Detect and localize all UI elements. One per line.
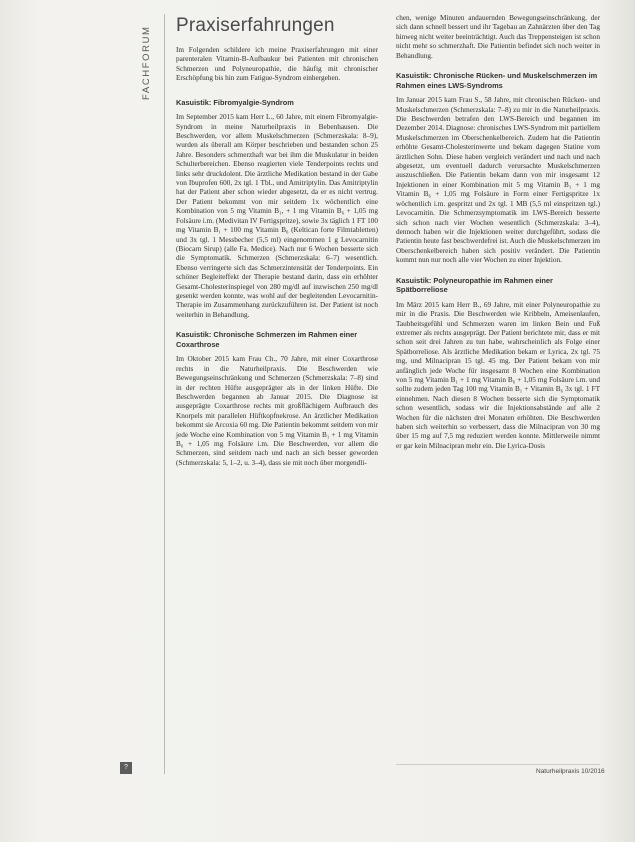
footer-divider xyxy=(396,764,600,765)
left-column-content xyxy=(176,46,378,468)
right-column-content xyxy=(396,14,600,451)
paragraph: chen, wenige Minuten andauernden Bewegungseinschränkung, der sich dann schnell bessert und ihr Tagebau an Zahnärzten über den Tag hinweg nicht weiter beeinträchtigt. Auch das Treppensteigen ist schon nicht mehr so schmerzhaft. Die Patientin befindet sich noch weiter in Behandlung. xyxy=(396,14,600,60)
right-column xyxy=(396,14,600,457)
page-title: Praxiserfahrungen xyxy=(176,15,335,36)
case-heading: Kasuistik: Polyneuropathie im Rahmen einer Spätborreliose xyxy=(396,275,553,295)
paragraph: Im Folgenden schildere ich meine Praxiserfahrungen mit einer parenteralen Vitamin-B-Aufbaukur bei Patienten mit chronischen Schmerzen und Polyneuropathie, die häufig mit chronischer Erschöpfung bis hin zum Fatigue-Syndrom einhergehen. xyxy=(176,46,378,83)
paragraph: Im September 2015 kam Herr L., 60 Jahre, mit einem Fibromyalgie-Syndrom in meine Naturheilpraxis in Bebenhausen. Die Beschwerden, vor allem Muskelschmerzen (Schmerzskala: 8–9), wurden als überall am Körper beschrieben und bestanden schon 25 Jahre. Besonders schmerzhaft war bei ihm die Muskulatur in beiden Schulterbereichen. Ebenso reagierten viele Tenderpoints rechts und links sehr druckdolent. Die ärztliche Medikation bestand in der Gabe von Ibuprofen 600, 2x tgl. 1 Tbl., und Amitriptylin. Das Amitriptylin hat der Patient aber schon wieder abgesetzt, da er es nicht vertrug. Der Patient bekommt von mir seitdem 1x wöchentlich eine Kombination von 5 mg Vitamin B₁, + 1 mg Vitamin B₆ + 1,05 mg Folsäure i.m. (Medivitan IV Fertigspritze), sowie 3x täglich 1 FT 100 mg Vitamin B₁ + 100 mg Vitamin B₆ (Keltican forte Filmtabletten) und 3x tgl. 1 Messbecher (5,5 ml) eingenommen 1 g Levocarnitin (Biocarn Sirup) (alle Fa. Medice). Nach nur 6 Wochen besserte sich die Symptomatik. Schmerzen (Schmerzskala: 6–7) wesentlich. Ebenso verringerte sich das Schmerzintensität der Tenderpoints. Ein schöner Begleiteffekt der Therapie bestand darin, dass ein erhöhter Gesamt-Cholesterinspiegel von 280 mg/dl auf inzwischen 250 mg/dl gesenkt werden konnte, was wohl auf der begleitenden Levocarnitin-Therapie im Zusammenhang zurückzuführen ist. Der Patient ist noch weiterhin in Behandlung. xyxy=(176,113,378,319)
journal-footer: Naturheilpraxis 10/2016 xyxy=(536,768,605,775)
case-heading: Kasuistik: Fibromyalgie-Syndrom xyxy=(176,97,294,107)
case-heading: Kasuistik: Chronische Rücken- und Muskelschmerzen im Rahmen eines LWS-Syndroms xyxy=(396,71,598,90)
paragraph: Im März 2015 kam Herr B., 69 Jahre, mit einer Polyneuropathie zu mir in die Praxis. Die Beschwerden wie Kribbeln, Ameisenlaufen, Taubheitsgefühl und Schmerzen waren im linken Bein und Fuß extremer als rechts ausgeprägt. Der Patient berichtete mir, dass er mit schon seit drei Jahren zu tun habe, wahrscheinlich als Folge einer Spätborreliose. Als ärztliche Medikation bekam er Lyrica, 2x tgl. 75 mg, und Milnacipran 15 tgl. 45 mg. Der Patient bekam von mir anfänglich jede Woche für insgesamt 8 Wochen eine Kombination von 5 mg Vitamin B₁ + 1 mg Vitamin B₆ + 1,05 mg Folsäure i.m. und sollte zudem jeden Tag 100 mg Vitamin B₁ + Vitamin B₆ 3x tgl. 1 FT einnehmen. Nach diesen 8 Wochen besserte sich die Symptomatik schon wesentlich, sodass wir die Injektionsabstände auf alle 2 Wochen für die nächsten drei Monaten erhöhten. Die Beschwerden haben sich weiterhin so verbessert, dass die Milnacipran von 30 mg über 15 mg auf 7,5 mg reduziert werden konnte. Mittlerweile nimmt er gar kein Milnacipran mehr ein. Die Lyrica-Dosis xyxy=(396,300,600,450)
page-number: ? xyxy=(120,762,132,774)
section-label: FACHFORUM xyxy=(141,25,152,101)
paragraph: Im Oktober 2015 kam Frau Ch., 70 Jahre, mit einer Coxarthrose rechts in die Naturheilpraxis. Die Beschwerden wie Bewegungseinschränkung und Schmerzen (Schmerzskala: 7–8) sind in der rechten Hüfte ausgeprägter als in der linken Hüfte. Die Beschwerden begannen ab Januar 2015. Die Diagnose ist ausgeprägte Coxarthrose rechts mit großflächigem Aufbrauch des Knorpels mit parallelen Hüftkopfnekrose. An ärztlicher Medikation bekommt sie Arcoxia 60 mg. Die Patientin bekommt seitdem von mir jede Woche eine Kombination von 5 mg Vitamin B₁ + 1 mg Vitamin B₆ + 1,05 mg Folsäure i.m. Die Beschwerden, vor allem die Schmerzen, sind seitdem nach und nach an sich besser geworden (Schmerzskala: 5, 1–2, u. 3–4), dass sie mit noch über morgendli- xyxy=(176,355,378,467)
left-column xyxy=(176,14,378,474)
paragraph: Im Januar 2015 kam Frau S., 58 Jahre, mit chronischen Rücken- und Muskelschmerzen (Schmerzskala: 7–8) zu mir in die Naturheilpraxis. Die Beschwerden betrafen den LWS-Bereich und begannen im Dezember 2014. Diagnose: chronisches LWS-Syndrom mit partiellem Muskelschmerzen im Oberschenkelbereich. Zudem hat die Patientin erhöhte Gesamt-Cholesterinwerte und bekam dagegen Statine vom ärztlichen Sohn. Diese haben vergleich verändert und nach und nach abgesetzt, um eventuell dadurch verursachte Muskelschmerzen auszuschließen. Die Patientin bekam dann von mir insgesamt 12 Injektionen in einer Kombination mit 5 mg Vitamin B₁ + 1 mg Vitamin B₆ + 1,05 mg Folsäure in Form einer Fertigspritze 1x wöchentlich i.m. gespritzt und 2x tgl. 1 MB (5,5 ml einspritzen tgl.) Levocarnitin. Die Schmerzsymptomatik im LWS-Bereich besserte sich schon nach vier Wochen wesentlich (Schmerzskala: 3–4), dennoch haben wir die Injektionen weiter durchgeführt, sodass die Patientin heute fast beschwerdefrei ist. Auch die Muskelschmerzen im Oberschenkelbereich haben sich positiv verändert. Die Patientin kommt nun nur noch alle vier Wochen zu einer Injektion. xyxy=(396,96,600,265)
case-heading: Kasuistik: Chronische Schmerzen im Rahmen einer Coxarthrose xyxy=(176,330,358,349)
section-divider xyxy=(164,14,165,774)
